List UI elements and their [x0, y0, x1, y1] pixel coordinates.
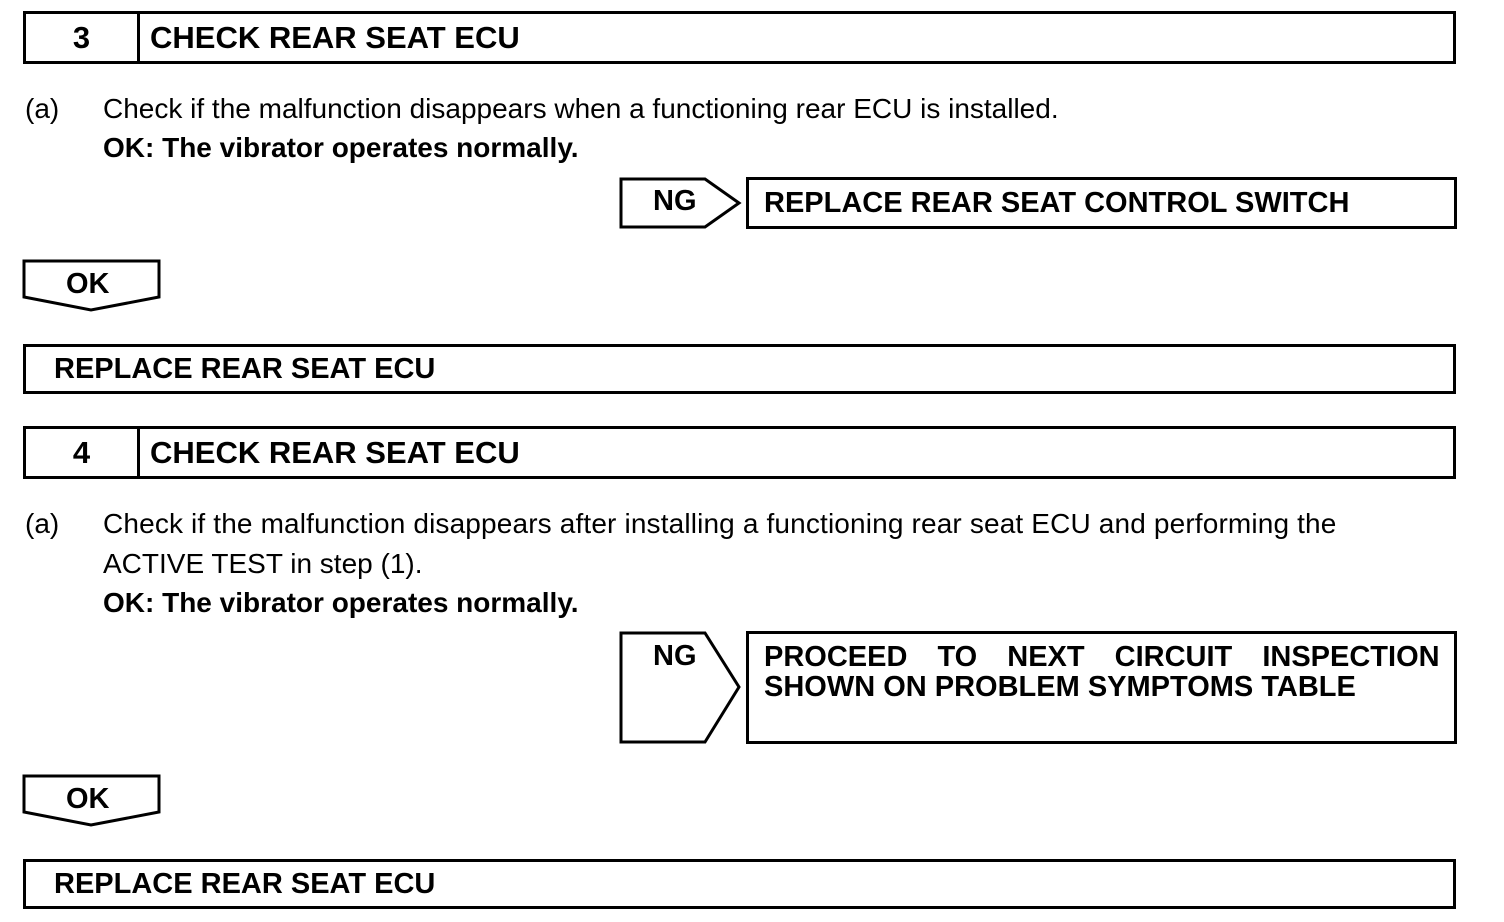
step-3-para-text: Check if the malfunction disappears when a functioning rear ECU is installed. — [103, 93, 1059, 124]
step-3-para-label: (a) — [25, 93, 60, 124]
step-3-ok-criteria: OK: The vibrator operates normally. — [103, 132, 579, 163]
step-4-ok-criteria: OK: The vibrator operates normally. — [103, 587, 579, 618]
step-4-ok-label: OK — [66, 783, 110, 815]
step-3-ok-action: REPLACE REAR SEAT ECU — [54, 352, 436, 385]
step-3-ok-label: OK — [66, 268, 110, 300]
step-3-title: CHECK REAR SEAT ECU — [150, 19, 520, 55]
step-4-header — [23, 426, 1456, 479]
step-4-para-text-line1: Check if the malfunction disappears after installing a functioning rear seat ECU and performing the — [103, 508, 1337, 539]
step-3-ng-label: NG — [653, 185, 697, 217]
step-4-paragraph — [0, 504, 1504, 624]
step-4-ng-result — [746, 631, 1457, 744]
step-4-ng-action-line1: PROCEED TO NEXT CIRCUIT INSPECTION — [764, 641, 1440, 673]
step-4-ng-action-line2: SHOWN ON PROBLEM SYMPTOMS TABLE — [764, 671, 1356, 703]
step-3-ng-action: REPLACE REAR SEAT CONTROL SWITCH — [764, 186, 1350, 219]
step-3-ng-result — [746, 177, 1457, 229]
step-4-para-label: (a) — [25, 508, 60, 539]
step-4-number: 4 — [26, 429, 140, 476]
step-4-ok-action-box — [23, 859, 1456, 909]
step-3-ok-action-box — [23, 344, 1456, 394]
step-4-title: CHECK REAR SEAT ECU — [150, 434, 520, 470]
step-4-ok-action: REPLACE REAR SEAT ECU — [54, 867, 436, 900]
step-3-number: 3 — [26, 14, 140, 61]
step-4-ng-label: NG — [653, 640, 697, 672]
step-4-para-text-line2: ACTIVE TEST in step (1). — [103, 548, 423, 579]
step-3-paragraph — [0, 89, 1504, 169]
step-3-header — [23, 11, 1456, 64]
